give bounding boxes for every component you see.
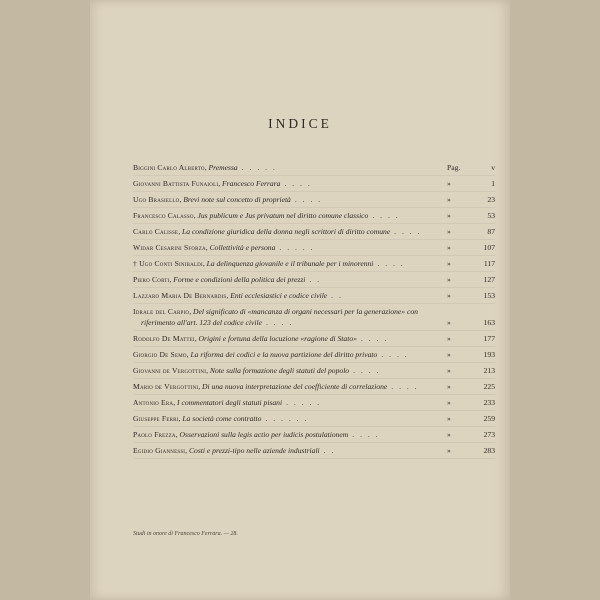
toc-author: Rodolfo De Mattei bbox=[133, 334, 195, 343]
toc-page-indicator: » bbox=[447, 366, 451, 375]
toc-work: Jus publicum e Jus privatum nel diritto comune classico bbox=[197, 211, 369, 220]
toc-entry: Piero Corti, Forme e condizioni della politica dei prezzi . . » 127 bbox=[133, 272, 495, 288]
table-of-contents bbox=[133, 160, 495, 459]
toc-page-indicator: » bbox=[447, 211, 451, 220]
page-footer: Studi in onore di Francesco Ferrara. — 28. bbox=[133, 531, 238, 537]
toc-page-indicator: » bbox=[447, 382, 451, 391]
toc-entry: Mario de Vergottini, Di una nuova interpretazione del coefficiente di correlazione . . . . » 225 bbox=[133, 379, 495, 395]
toc-work: Premessa bbox=[208, 163, 238, 172]
dot-leader: . . . . bbox=[352, 430, 380, 439]
dot-leader: . . . . bbox=[381, 350, 409, 359]
toc-author: Lazzaro Maria De Bernardis bbox=[133, 291, 227, 300]
toc-page-number: 193 bbox=[483, 350, 495, 359]
dot-leader: . . . . bbox=[353, 366, 381, 375]
dot-leader: . . . . bbox=[377, 259, 405, 268]
toc-page-number: 273 bbox=[483, 430, 495, 439]
toc-author: Giorgio De Semo bbox=[133, 350, 187, 359]
toc-author: Giovanni Battista Funaioli bbox=[133, 179, 219, 188]
toc-entry: Rodolfo De Mattei, Origini e fortuna della locuzione «ragione di Stato» . . . . » 177 bbox=[133, 331, 495, 347]
toc-work: Enti ecclesiastici e codice civile bbox=[230, 291, 328, 300]
toc-page-indicator: » bbox=[447, 446, 451, 455]
toc-work: La società come contratto bbox=[182, 414, 262, 423]
toc-page-number: 1 bbox=[491, 179, 495, 188]
toc-page-number: 23 bbox=[487, 195, 495, 204]
dot-leader: . . . . bbox=[391, 382, 419, 391]
toc-page-number: v bbox=[491, 163, 495, 172]
toc-author: Widar Cesarini Sforza bbox=[133, 243, 206, 252]
page-title: INDICE bbox=[268, 116, 332, 131]
toc-page-indicator: Pag. bbox=[447, 163, 461, 172]
toc-work: Francesco Ferrara bbox=[222, 179, 281, 188]
toc-work: I commentatori degli statuti pisani bbox=[177, 398, 283, 407]
toc-page-number: 153 bbox=[483, 291, 495, 300]
toc-page-indicator: » bbox=[447, 227, 451, 236]
toc-work: La delinquenza giovanile e il tribunale per i minorenni bbox=[206, 259, 374, 268]
dot-leader: . . . . bbox=[284, 179, 312, 188]
toc-page-indicator: » bbox=[447, 243, 451, 252]
toc-page-number: 53 bbox=[487, 211, 495, 220]
toc-work: Del significato di «mancanza di organi necessari per la generazione» con riferimento all'art. 123 del codice civile bbox=[141, 307, 418, 327]
toc-page-number: 107 bbox=[483, 243, 495, 252]
toc-entry: Lazzaro Maria De Bernardis, Enti ecclesiastici e codice civile . . » 153 bbox=[133, 288, 495, 304]
toc-entry: Antonio Era, I commentatori degli statuti pisani . . . . . » 233 bbox=[133, 395, 495, 411]
toc-author: Biggini Carlo Alberto bbox=[133, 163, 205, 172]
toc-page-indicator: » bbox=[447, 350, 451, 359]
toc-author: Paolo Frezza bbox=[133, 430, 176, 439]
toc-page-indicator: » bbox=[447, 195, 451, 204]
toc-author: Antonio Era bbox=[133, 398, 174, 407]
toc-entry: Idrale del Carpio, Del significato di «mancanza di organi necessari per la generazione» con riferimento all'art. 123 del codice civile . . . . » 163 bbox=[133, 304, 495, 331]
toc-work: Note sulla formazione degli statuti del popolo bbox=[209, 366, 350, 375]
toc-work: Costi e prezzi-tipo nelle aziende industriali bbox=[188, 446, 320, 455]
toc-work: Osservazioni sulla legis actio per iudicis postulationem bbox=[179, 430, 349, 439]
dot-leader: . . . . bbox=[294, 195, 323, 204]
toc-author: Francesco Calasso bbox=[133, 211, 194, 220]
dot-leader: . . . . . bbox=[241, 163, 277, 172]
dot-leader: . . . . . bbox=[286, 398, 322, 407]
toc-page-number: 225 bbox=[483, 382, 495, 391]
dot-leader: . . . . bbox=[360, 334, 389, 343]
toc-author: Giuseppe Ferri bbox=[133, 414, 179, 423]
toc-author: Mario de Vergottini bbox=[133, 382, 199, 391]
toc-page-number: 127 bbox=[483, 275, 495, 284]
book-page bbox=[90, 0, 510, 600]
toc-work: Di una nuova interpretazione del coefficiente di correlazione bbox=[202, 382, 388, 391]
toc-page-indicator: » bbox=[447, 430, 451, 439]
toc-page-number: 233 bbox=[483, 398, 495, 407]
toc-entry: Giorgio De Semo, La riforma dei codici e la nuova partizione del diritto privato . . . . » 193 bbox=[133, 347, 495, 363]
toc-page-indicator: » bbox=[447, 179, 451, 188]
dot-leader: . . . . bbox=[372, 211, 400, 220]
toc-page-indicator: » bbox=[447, 334, 451, 343]
toc-work: Collettività e persona bbox=[209, 243, 276, 252]
toc-work: Forme e condizioni della politica dei prezzi bbox=[173, 275, 306, 284]
toc-work: Brevi note sul concetto di proprietà bbox=[183, 195, 291, 204]
toc-author: Giovanni de Vergottini bbox=[133, 366, 207, 375]
toc-author: Idrale del Carpio bbox=[133, 307, 190, 316]
toc-work: Origini e fortuna della locuzione «ragione di Stato» bbox=[198, 334, 357, 343]
toc-page-indicator: » bbox=[447, 318, 451, 327]
toc-page-number: 117 bbox=[483, 259, 495, 268]
toc-page-number: 213 bbox=[483, 366, 495, 375]
toc-entry: Paolo Frezza, Osservazioni sulla legis actio per iudicis postulationem . . . . » 273 bbox=[133, 427, 495, 443]
dot-leader: . . . . bbox=[394, 227, 422, 236]
toc-entry: Egidio Giannessi, Costi e prezzi-tipo nelle aziende industriali . . » 283 bbox=[133, 443, 495, 459]
toc-work: La riforma dei codici e la nuova partizione del diritto privato bbox=[190, 350, 378, 359]
toc-entry: Ugo Brasiello, Brevi note sul concetto di proprietà . . . . » 23 bbox=[133, 192, 495, 208]
toc-page-indicator: » bbox=[447, 291, 451, 300]
toc-page-number: 87 bbox=[487, 227, 495, 236]
toc-page-indicator: » bbox=[447, 398, 451, 407]
dot-leader: . . bbox=[331, 291, 343, 300]
dot-leader: . . bbox=[309, 275, 322, 284]
toc-entry: Widar Cesarini Sforza, Collettività e persona . . . . . » 107 bbox=[133, 240, 495, 256]
toc-page-number: 283 bbox=[483, 446, 495, 455]
toc-author: Ugo Brasiello bbox=[133, 195, 180, 204]
toc-page-number: 163 bbox=[483, 318, 495, 327]
toc-entry: Carlo Calisse, La condizione giuridica della donna negli scrittori di diritto comune . . . . » 87 bbox=[133, 224, 495, 240]
toc-page-number: 177 bbox=[483, 334, 495, 343]
dot-leader: . . . . . bbox=[279, 243, 315, 252]
toc-entry: † Ugo Conti Sinibaldi, La delinquenza giovanile e il tribunale per i minorenni . . . . » 117 bbox=[133, 256, 495, 272]
toc-author: † Ugo Conti Sinibaldi bbox=[133, 259, 203, 268]
toc-entry: Giuseppe Ferri, La società come contratto . . . . . . » 259 bbox=[133, 411, 495, 427]
dot-leader: . . . . . . bbox=[265, 414, 309, 423]
toc-author: Egidio Giannessi bbox=[133, 446, 186, 455]
dot-leader: . . . . bbox=[266, 318, 294, 327]
dot-leader: . . bbox=[323, 446, 336, 455]
toc-work: La condizione giuridica della donna negli scrittori di diritto comune bbox=[181, 227, 391, 236]
toc-author: Carlo Calisse bbox=[133, 227, 179, 236]
toc-author: Piero Corti bbox=[133, 275, 170, 284]
toc-page-indicator: » bbox=[447, 259, 451, 268]
toc-page-number: 259 bbox=[483, 414, 495, 423]
toc-entry: Giovanni Battista Funaioli, Francesco Ferrara . . . . » 1 bbox=[133, 176, 495, 192]
toc-page-indicator: » bbox=[447, 414, 451, 423]
toc-page-indicator: » bbox=[447, 275, 451, 284]
toc-entry: Biggini Carlo Alberto, Premessa . . . . . Pag. v bbox=[133, 160, 495, 176]
toc-entry: Giovanni de Vergottini, Note sulla formazione degli statuti del popolo . . . . » 213 bbox=[133, 363, 495, 379]
toc-entry: Francesco Calasso, Jus publicum e Jus privatum nel diritto comune classico . . . . » 53 bbox=[133, 208, 495, 224]
